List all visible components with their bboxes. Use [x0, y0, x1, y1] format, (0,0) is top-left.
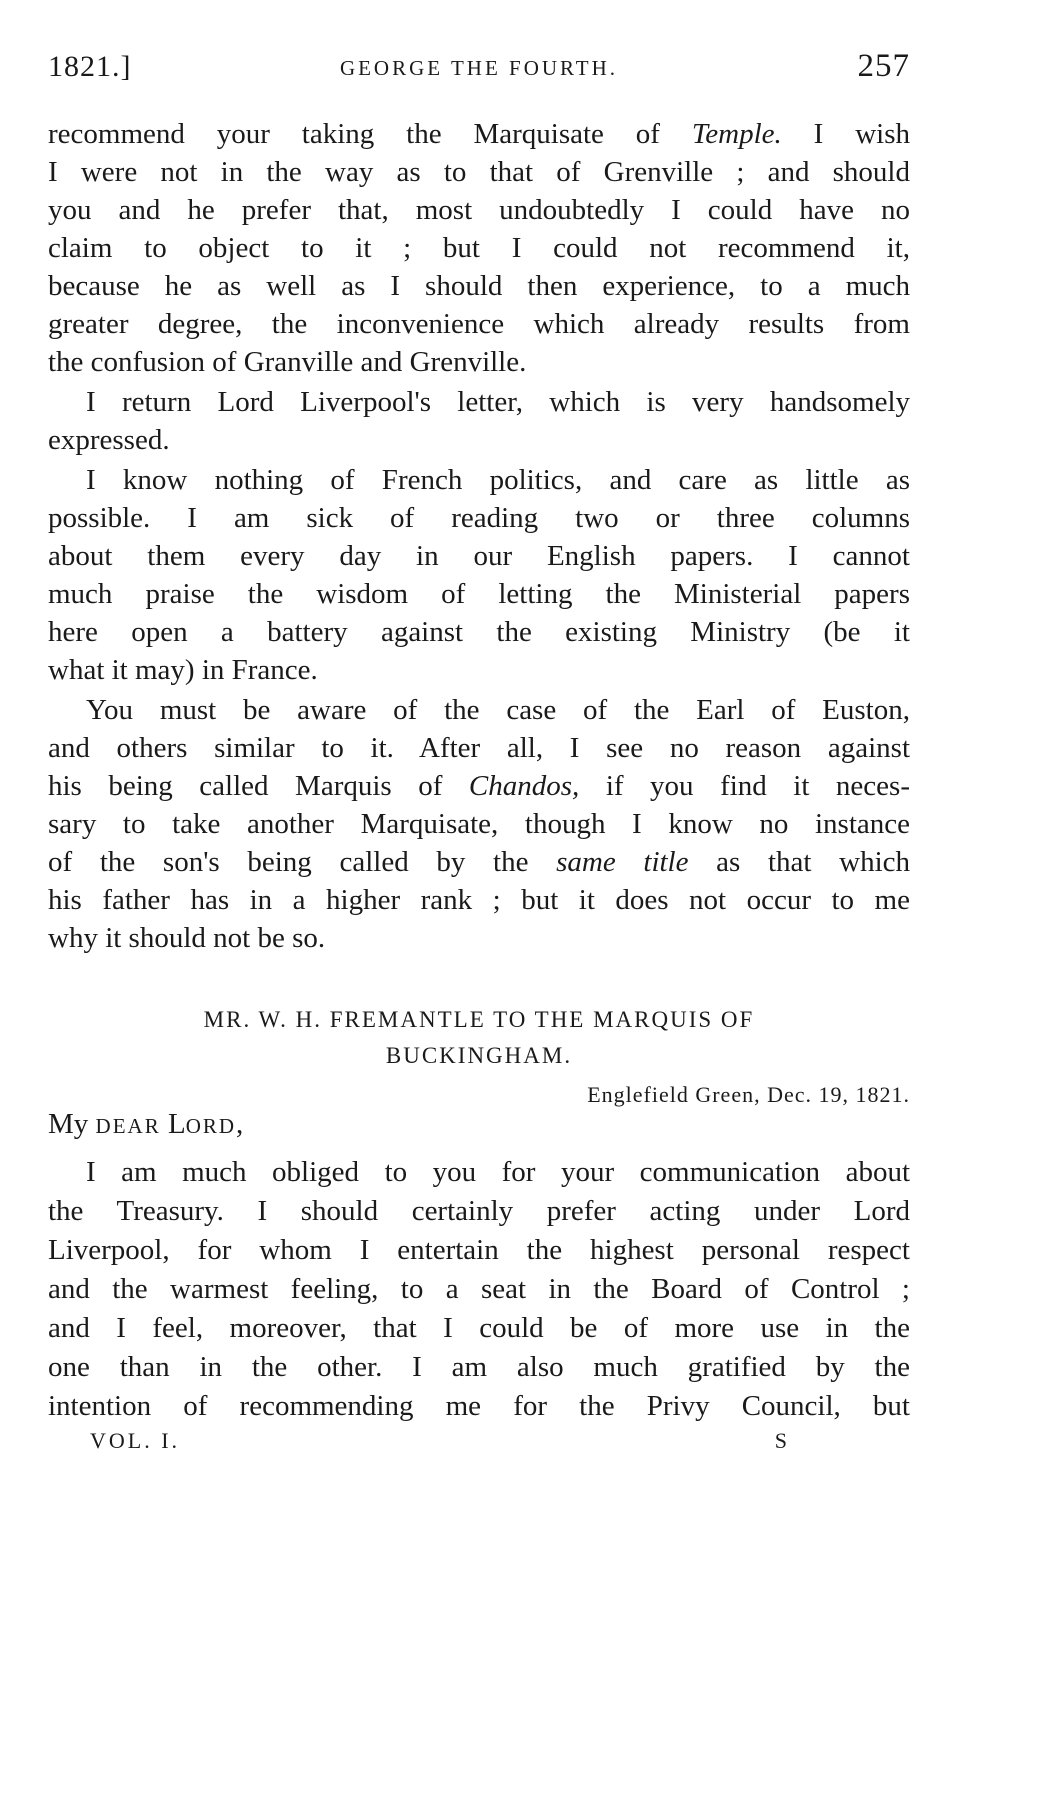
signature-mark: S	[774, 1428, 790, 1453]
text-line: much praise the wisdom of letting the Ministerial papers	[48, 578, 910, 610]
text-span: L	[160, 1108, 186, 1140]
text-line: and others similar to it. After all, I see no reason against	[48, 732, 910, 764]
text-span: recommend your taking the Marquisate of	[48, 118, 692, 150]
volume-marker: VOL. I.	[90, 1428, 181, 1453]
text-line: possible. I am sick of reading two or three columns	[48, 502, 910, 534]
small-caps-text: DEAR	[95, 1114, 161, 1138]
text-line: why it should not be so.	[48, 922, 326, 954]
text-line: what it may) in France.	[48, 654, 318, 686]
text-span: of the son's being called by the	[48, 846, 557, 878]
text-line: Liverpool, for whom I entertain the highest personal respect	[48, 1234, 910, 1266]
text-line: sary to take another Marquisate, though I know no instance	[48, 808, 910, 840]
text-line: the Treasury. I should certainly prefer acting under Lord	[48, 1195, 910, 1227]
text-line: intention of recommending me for the Privy Council, but	[48, 1390, 910, 1422]
text-line: you and he prefer that, most undoubtedly I could have no	[48, 194, 910, 226]
text-span: as that which	[688, 846, 910, 878]
text-span: My	[48, 1108, 96, 1140]
text-span: if you find it neces-	[579, 770, 910, 802]
running-header	[48, 50, 910, 94]
text-line: claim to object to it ; but I could not recommend it,	[48, 232, 910, 264]
italic-text: Temple.	[691, 118, 782, 150]
small-caps-text: ORD	[185, 1114, 237, 1138]
text-line: because he as well as I should then experience, to a much	[48, 270, 910, 302]
page-footer	[90, 1428, 790, 1468]
page-number: 257	[857, 48, 910, 84]
letter-heading: MR. W. H. FREMANTLE TO THE MARQUIS OF	[203, 1007, 755, 1032]
text-line: You must be aware of the case of the Earl of Euston,	[86, 694, 910, 726]
text-line: and I feel, moreover, that I could be of more use in the	[48, 1312, 910, 1344]
text-line: and the warmest feeling, to a seat in the Board of Control ;	[48, 1273, 910, 1305]
letter-heading-continued: BUCKINGHAM.	[385, 1043, 573, 1068]
letter-salutation	[48, 1108, 243, 1141]
text-span: ,	[236, 1108, 244, 1140]
text-line: I return Lord Liverpool's letter, which is very handsomely	[86, 386, 910, 418]
text-line: I am much obliged to you for your communication about	[86, 1156, 910, 1188]
text-line: expressed.	[48, 424, 170, 456]
text-line: here open a battery against the existing Ministry (be it	[48, 616, 910, 648]
header-year: 1821.]	[48, 50, 132, 83]
text-line: greater degree, the inconvenience which already results from	[48, 308, 910, 340]
text-span: his being called Marquis of	[48, 770, 469, 802]
text-span: I wish	[781, 118, 910, 150]
header-running-title: GEORGE THE FOURTH.	[339, 56, 619, 80]
letter-dateline: Englefield Green, Dec. 19, 1821.	[587, 1082, 910, 1107]
text-line: about them every day in our English papers. I cannot	[48, 540, 910, 572]
italic-text: same title	[556, 846, 689, 878]
text-line: the confusion of Granville and Grenville.	[48, 346, 527, 378]
text-line: I know nothing of French politics, and care as little as	[86, 464, 910, 496]
text-line: I were not in the way as to that of Grenville ; and should	[48, 156, 910, 188]
text-line: his father has in a higher rank ; but it does not occur to me	[48, 884, 910, 916]
text-line: one than in the other. I am also much gratified by the	[48, 1351, 910, 1383]
italic-text: Chandos,	[468, 770, 580, 802]
